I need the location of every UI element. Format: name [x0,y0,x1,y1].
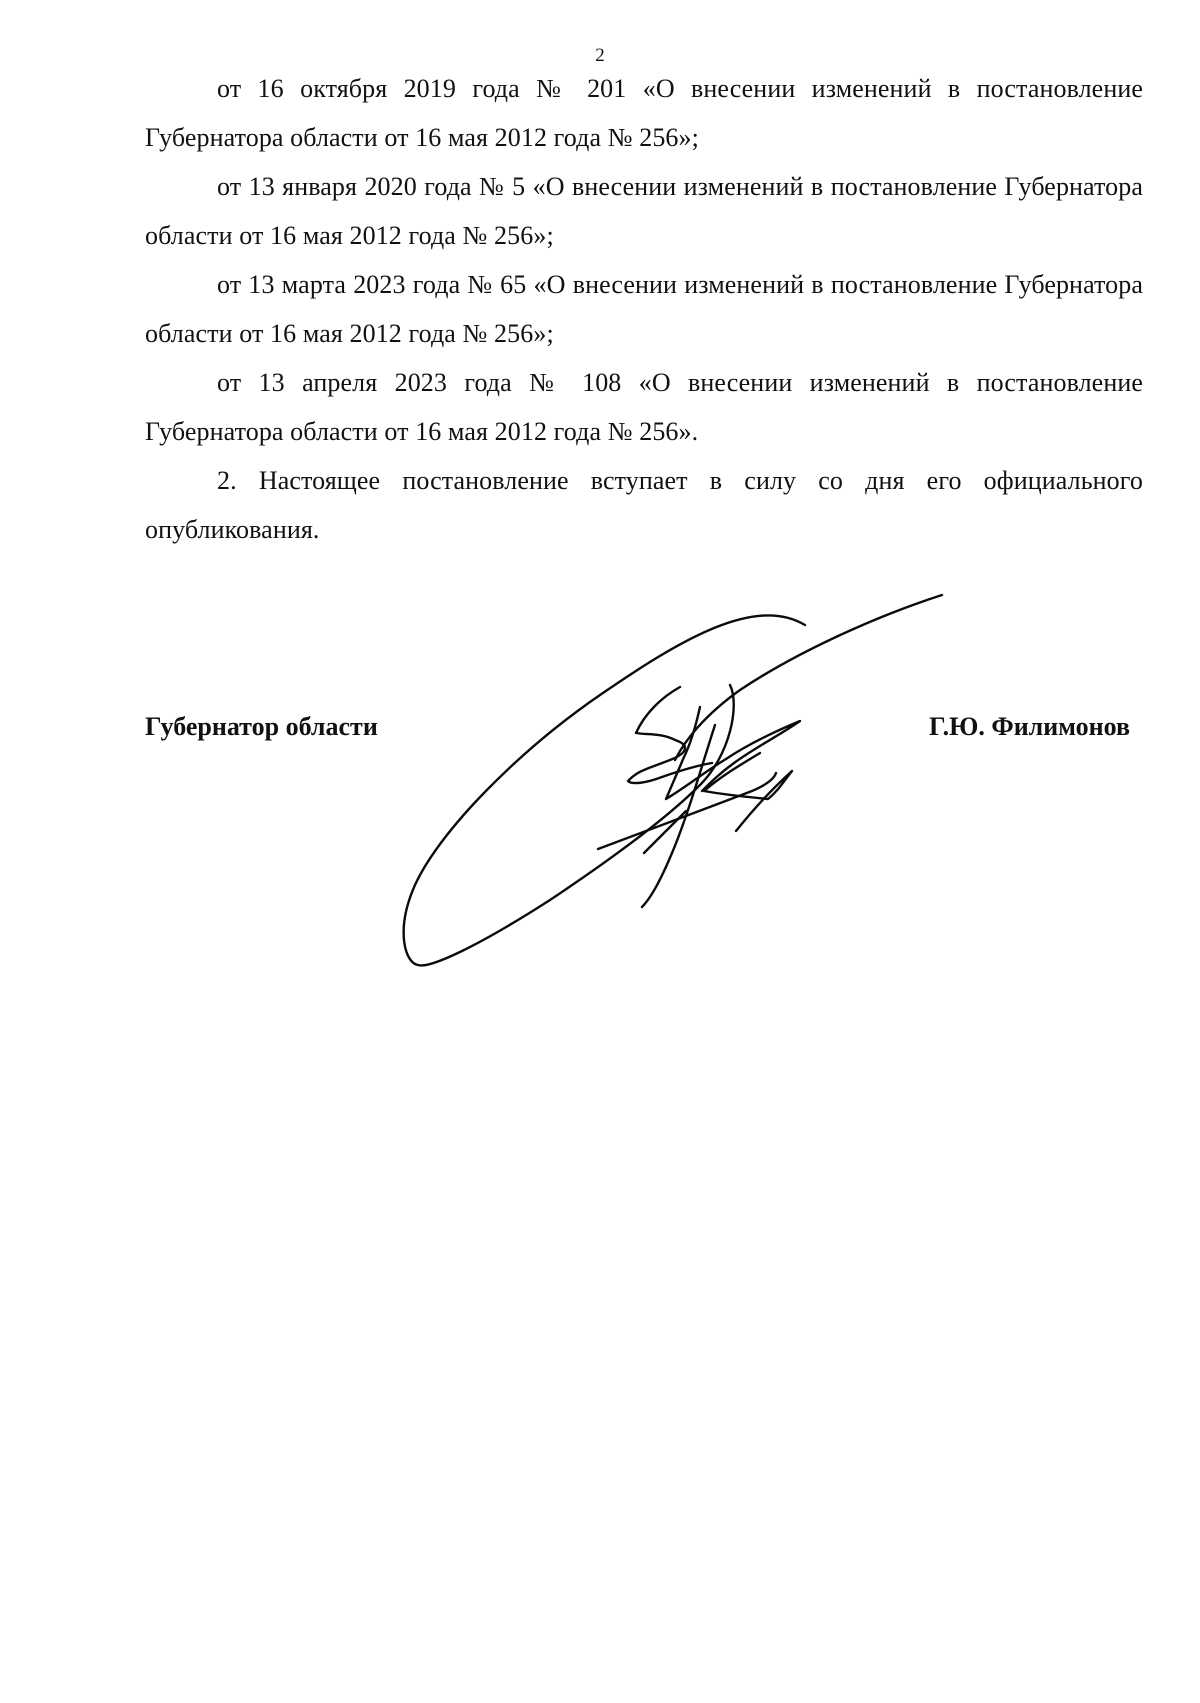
signature-block [145,707,1130,747]
signatory-name: Г.Ю. Филимонов [928,712,1130,741]
effective-date-clause: 2. Настоящее постановление вступает в силу со дня его официального опубликования. [145,466,1143,544]
page-number: 2 [595,45,605,66]
amendment-list-item: от 16 октября 2019 года № 201 «О внесении изменений в постановление Губернатора области от 16 мая 2012 года № 256»; [145,74,1143,152]
amendment-list-item: от 13 января 2020 года № 5 «О внесении изменений в постановление Губернатора области от 16 мая 2012 года № 256»; [145,172,1143,250]
handwritten-signature [400,585,960,975]
document-body [145,64,1143,554]
amendment-list-item: от 13 марта 2023 года № 65 «О внесении изменений в постановление Губернатора области от 16 мая 2012 года № 256»; [145,270,1143,348]
amendment-list-item: от 13 апреля 2023 года № 108 «О внесении изменений в постановление Губернатора области от 16 мая 2012 года № 256». [145,368,1143,446]
signatory-position: Губернатор области [145,712,378,741]
